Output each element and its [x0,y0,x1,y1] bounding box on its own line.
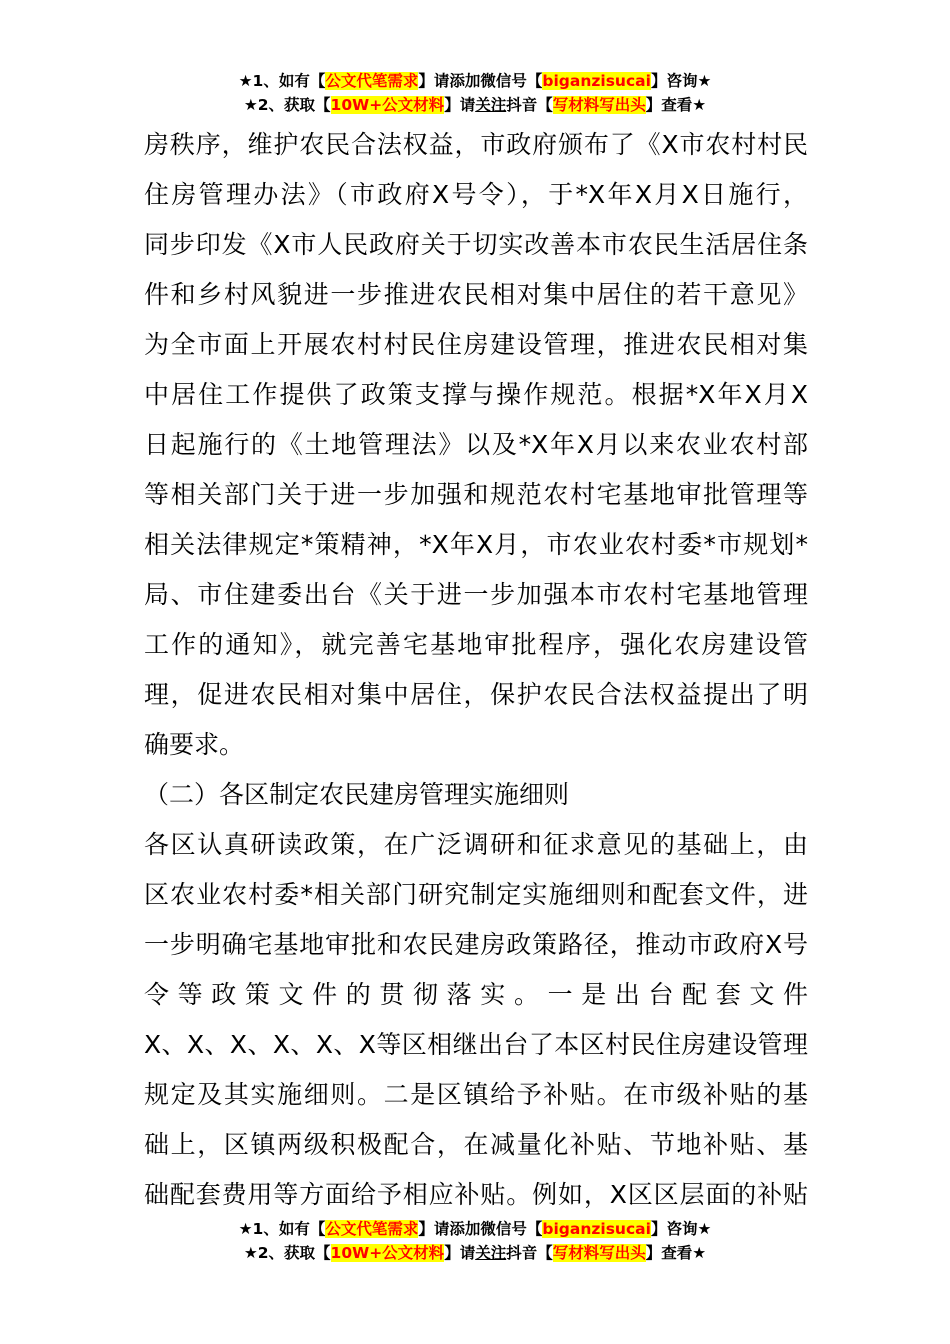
body-line: 件和乡村风貌进一步推进农民相对集中居住的若干意见》 [144,280,808,309]
promo-highlight: 10W+公文材料 [330,96,445,114]
promo-wechat-id: biganzisucai [542,72,651,90]
body-line: 等相关部门关于进一步加强和规范农村宅基地审批管理等 [144,480,808,509]
promo-text: ★1、如有【 [238,72,326,90]
promo-text: 】咨询★ [650,72,712,90]
body-line: 础配套费用等方面给予相应补贴。例如，X区区层面的补贴 [144,1180,808,1209]
body-line: 同步印发《X市人民政府关于切实改善本市农民生活居住条 [144,230,808,259]
promo-text: 抖音【 [506,1244,553,1262]
body-line: 相关法律规定*策精神，*X年X月，市农业农村委*市规划* [144,530,808,559]
promo-highlight: 公文代笔需求 [325,1220,419,1238]
promo-line-1 [0,1217,950,1241]
section-heading: （二）各区制定农民建房管理实施细则 [144,780,570,809]
body-line: 住房管理办法》（市政府X号令），于*X年X月X日施行， [144,180,808,209]
promo-text: 】查看★ [645,1244,707,1262]
body-line: 日起施行的《土地管理法》以及*X年X月以来农业农村部 [144,430,808,459]
promo-highlight: 10W+公文材料 [330,1244,445,1262]
bottom-promo-banner [0,1217,950,1265]
promo-highlight: 公文代笔需求 [325,72,419,90]
promo-text: 】查看★ [645,96,707,114]
body-line: 各区认真研读政策，在广泛调研和征求意见的基础上，由 [144,830,808,859]
body-line: 为全市面上开展农村村民住房建设管理，推进农民相对集 [144,330,808,359]
promo-text: 】请添加微信号【 [418,1220,543,1238]
promo-line-1 [0,69,950,93]
promo-text: 】请 [444,1244,476,1262]
promo-text: 】请 [444,96,476,114]
promo-text: 抖音【 [506,96,553,114]
promo-text: ★2、获取【 [243,96,331,114]
promo-line-2 [0,93,950,117]
promo-line-2 [0,1241,950,1265]
document-body [144,120,808,1220]
body-line: 局、市住建委出台《关于进一步加强本市农村宅基地管理 [144,580,808,609]
promo-wechat-id: biganzisucai [542,1220,651,1238]
body-line: 中居住工作提供了政策支撑与操作规范。根据*X年X月X [144,380,808,409]
body-line: 理，促进农民相对集中居住，保护农民合法权益提出了明 [144,680,808,709]
promo-text: ★2、获取【 [243,1244,331,1262]
body-line: 房秩序，维护农民合法权益，市政府颁布了《X市农村村民 [144,130,808,159]
body-line: 确要求。 [144,730,245,759]
body-line: 规定及其实施细则。二是区镇给予补贴。在市级补贴的基 [144,1080,808,1109]
promo-douyin-account: 写材料写出头 [552,1244,646,1262]
body-line: 令等政策文件的贯彻落实。一是出台配套文件 [144,980,808,1009]
promo-underlined: 关注 [475,1244,507,1262]
body-line: 工作的通知》，就完善宅基地审批程序，强化农房建设管 [144,630,808,659]
promo-text: ★1、如有【 [238,1220,326,1238]
body-line: 础上，区镇两级积极配合，在减量化补贴、节地补贴、基 [144,1130,808,1159]
promo-underlined: 关注 [475,96,507,114]
promo-text: 】咨询★ [650,1220,712,1238]
top-promo-banner [0,69,950,117]
body-line: 区农业农村委*相关部门研究制定实施细则和配套文件，进 [144,880,808,909]
body-line: X、X、X、X、X、X等区相继出台了本区村民住房建设管理 [144,1030,808,1059]
body-line: 一步明确宅基地审批和农民建房政策路径，推动市政府X号 [144,930,808,959]
promo-douyin-account: 写材料写出头 [552,96,646,114]
promo-text: 】请添加微信号【 [418,72,543,90]
